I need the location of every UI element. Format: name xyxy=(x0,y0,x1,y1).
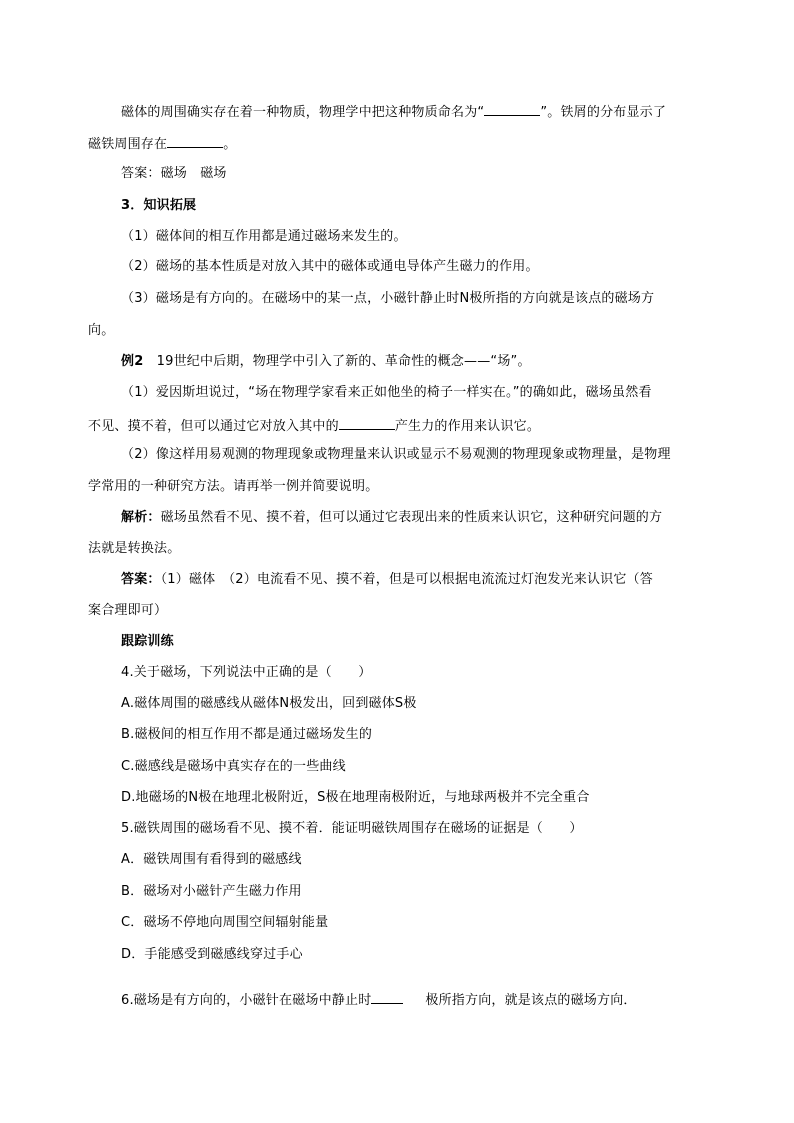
analysis-label: 解析： xyxy=(121,510,161,525)
section-item-1: （1）磁体间的相互作用都是通过磁场来发生的。 xyxy=(121,229,407,244)
example-analysis-line-2: 法就是转换法。 xyxy=(88,541,181,556)
question-5-option-d: D．手能感受到磁感线穿过手心 xyxy=(121,947,303,962)
question-4-option-d: D.地磁场的N极在地理北极附近，S极在地理南极附近，与地球两极并不完全重合 xyxy=(121,790,590,805)
example-label: 例2 xyxy=(121,354,144,369)
question-5-option-c: C．磁场不停地向周围空间辐射能量 xyxy=(121,915,329,930)
example-answer-line-2: 案合理即可） xyxy=(88,603,168,618)
question-4: 4.关于磁场，下列说法中正确的是（ ） xyxy=(121,665,372,680)
intro-text-part-1: 磁体的周围确实存在着一种物质，物理学中把这种物质命名为“ xyxy=(121,105,485,120)
answer-label: 答案： xyxy=(121,572,161,587)
intro-text-part-4: 。 xyxy=(223,137,237,152)
answer-text: （1）磁体 （2）电流看不见、摸不着，但是可以根据电流流过灯泡发光来认识它（答 xyxy=(160,572,653,587)
blank-field xyxy=(484,102,540,116)
example-q1-text-1: 不见、摸不着，但可以通过它对放入其中的 xyxy=(88,419,339,434)
intro-answer: 答案：磁场 磁场 xyxy=(121,166,227,181)
section-heading: 3．知识拓展 xyxy=(121,198,197,213)
blank-field xyxy=(339,416,395,430)
question-6 xyxy=(121,990,741,1010)
practice-heading: 跟踪训练 xyxy=(121,634,174,649)
intro-line-1 xyxy=(121,102,741,122)
example-text: 19世纪中后期，物理学中引入了新的、革命性的概念——“场”。 xyxy=(143,354,531,369)
example-analysis-line-1 xyxy=(121,509,741,527)
example-q2-line-2: 学常用的一种研究方法。请再举一例并简要说明。 xyxy=(88,479,379,494)
question-5: 5.磁铁周围的磁场看不见、摸不着．能证明磁铁周围存在磁场的证据是（ ） xyxy=(121,821,583,836)
example-q1-text-2: 产生力的作用来认识它。 xyxy=(394,419,541,434)
question-4-option-a: A.磁体周围的磁感线从磁体N极发出，回到磁体S极 xyxy=(121,696,417,711)
example-answer-line-1 xyxy=(121,571,741,589)
question-5-option-b: B．磁场对小磁针产生磁力作用 xyxy=(121,884,302,899)
example-q2-line-1: （2）像这样用易观测的物理现象或物理量来认识或显示不易观测的物理现象或物理量，是物理 xyxy=(121,447,671,462)
question-6-text-1: 6.磁场是有方向的，小磁针在磁场中静止时 xyxy=(121,993,372,1008)
intro-text-part-3: 磁铁周围存在 xyxy=(88,137,168,152)
intro-text-part-2: ”。铁屑的分布显示了 xyxy=(540,105,667,120)
blank-field xyxy=(167,134,223,148)
blank-field xyxy=(371,990,403,1004)
section-item-3-line-1: （3）磁场是有方向的。在磁场中的某一点，小磁针静止时N极所指的方向就是该点的磁场方 xyxy=(121,291,655,306)
section-item-3-line-2: 向。 xyxy=(88,323,115,338)
analysis-text: 磁场虽然看不见、摸不着，但可以通过它表现出来的性质来认识它，这种研究问题的方 xyxy=(160,510,663,525)
section-item-2: （2）磁场的基本性质是对放入其中的磁体或通电导体产生磁力的作用。 xyxy=(121,259,539,274)
question-5-option-a: A．磁铁周围有看得到的磁感线 xyxy=(121,852,302,867)
intro-line-2 xyxy=(88,134,708,154)
question-6-text-2: 极所指方向，就是该点的磁场方向． xyxy=(425,993,637,1008)
example-2-intro xyxy=(121,353,741,371)
question-4-option-c: C.磁感线是磁场中真实存在的一些曲线 xyxy=(121,759,346,774)
example-q1-line-2 xyxy=(88,416,708,436)
example-q1-line-1: （1）爱因斯坦说过，“场在物理学家看来正如他坐的椅子一样实在。”的确如此，磁场虽然看 xyxy=(121,385,652,400)
question-4-option-b: B.磁极间的相互作用不都是通过磁场发生的 xyxy=(121,727,373,742)
